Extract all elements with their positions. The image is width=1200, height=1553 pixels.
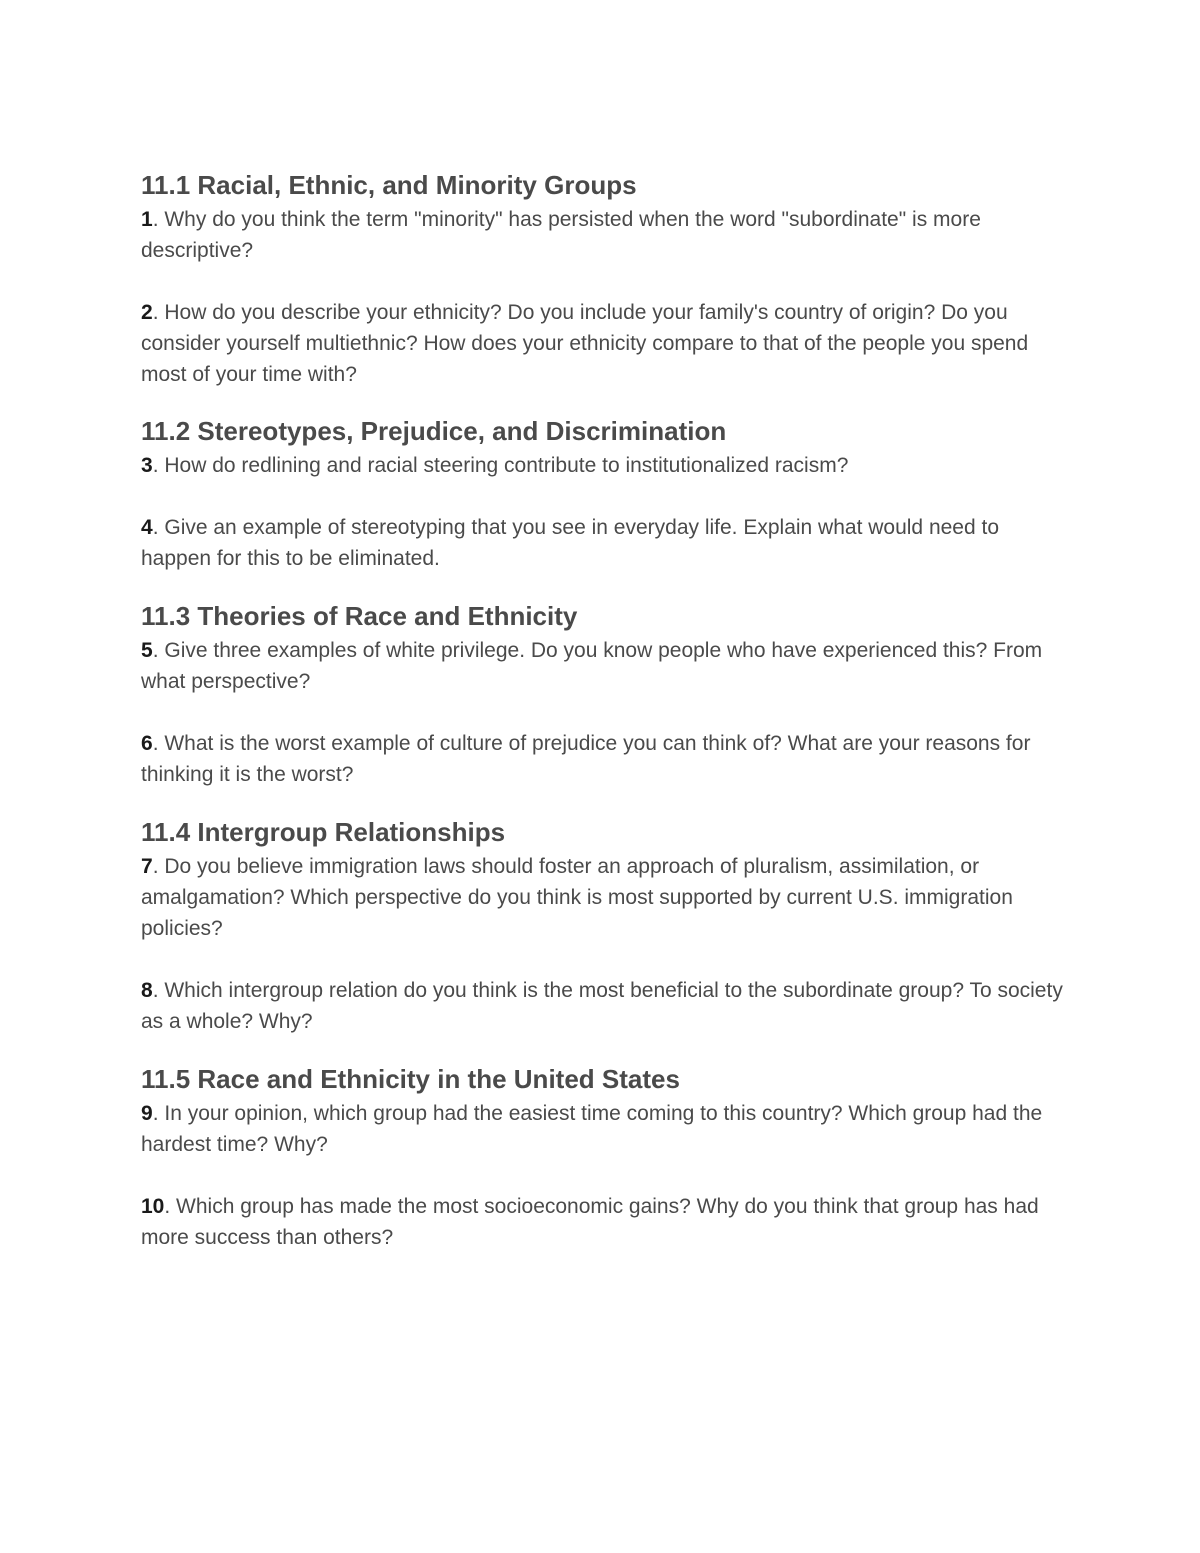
question-text: . How do redlining and racial steering contribute to institutionalized racism? (152, 454, 849, 477)
section-heading: 11.5 Race and Ethnicity in the United States (141, 1064, 680, 1094)
question-1 (141, 204, 1071, 266)
section-11-1 (141, 168, 1071, 390)
section-heading: 11.2 Stereotypes, Prejudice, and Discrimination (141, 416, 727, 446)
question-4 (141, 512, 1071, 574)
question-text: . How do you describe your ethnicity? Do you include your family's country of origin? Do you consider yourself multiethnic? How does your ethnicity compare to that of the people you spend most of your time with? (141, 301, 1029, 386)
question-number: 1 (141, 208, 153, 231)
question-text: . What is the worst example of culture of prejudice you can think of? What are your reasons for thinking it is the worst? (141, 732, 1031, 786)
question-text: . Give three examples of white privilege. Do you know people who have experienced this? From what perspective? (141, 639, 1043, 693)
section-11-4 (141, 815, 1071, 1037)
question-3 (141, 450, 1071, 481)
question-text: . Which intergroup relation do you think is the most beneficial to the subordinate group? To society as a whole? Why? (141, 979, 1063, 1033)
question-5 (141, 635, 1071, 697)
question-10 (141, 1191, 1071, 1253)
question-9 (141, 1098, 1071, 1160)
question-number: 10 (141, 1195, 165, 1218)
question-text: . Do you believe immigration laws should foster an approach of pluralism, assimilation, or amalgamation? Which perspective do you think is most supported by current U.S. immigration policies? (141, 855, 1013, 940)
question-text: . Why do you think the term "minority" has persisted when the word "subordinate" is more descriptive? (141, 208, 981, 262)
question-text: . Give an example of stereotyping that you see in everyday life. Explain what would need to happen for this to be eliminated. (141, 516, 1000, 570)
question-8 (141, 975, 1071, 1037)
section-11-3 (141, 599, 1071, 790)
question-number: 9 (141, 1102, 153, 1125)
section-heading: 11.3 Theories of Race and Ethnicity (141, 601, 578, 631)
section-11-2 (141, 414, 1071, 574)
section-11-5 (141, 1062, 1071, 1253)
question-7 (141, 851, 1071, 944)
section-heading: 11.1 Racial, Ethnic, and Minority Groups (141, 170, 637, 200)
question-number: 6 (141, 732, 153, 755)
section-heading: 11.4 Intergroup Relationships (141, 817, 506, 847)
question-text: . In your opinion, which group had the easiest time coming to this country? Which group had the hardest time? Why? (141, 1102, 1043, 1156)
question-number: 8 (141, 979, 153, 1002)
question-number: 3 (141, 454, 153, 477)
question-6 (141, 728, 1071, 790)
question-number: 5 (141, 639, 153, 662)
question-number: 4 (141, 516, 153, 539)
question-text: . Which group has made the most socioeconomic gains? Why do you think that group has had more success than others? (141, 1195, 1039, 1249)
question-number: 2 (141, 301, 153, 324)
question-number: 7 (141, 855, 153, 878)
question-2 (141, 297, 1071, 390)
document-page (141, 168, 1071, 1278)
